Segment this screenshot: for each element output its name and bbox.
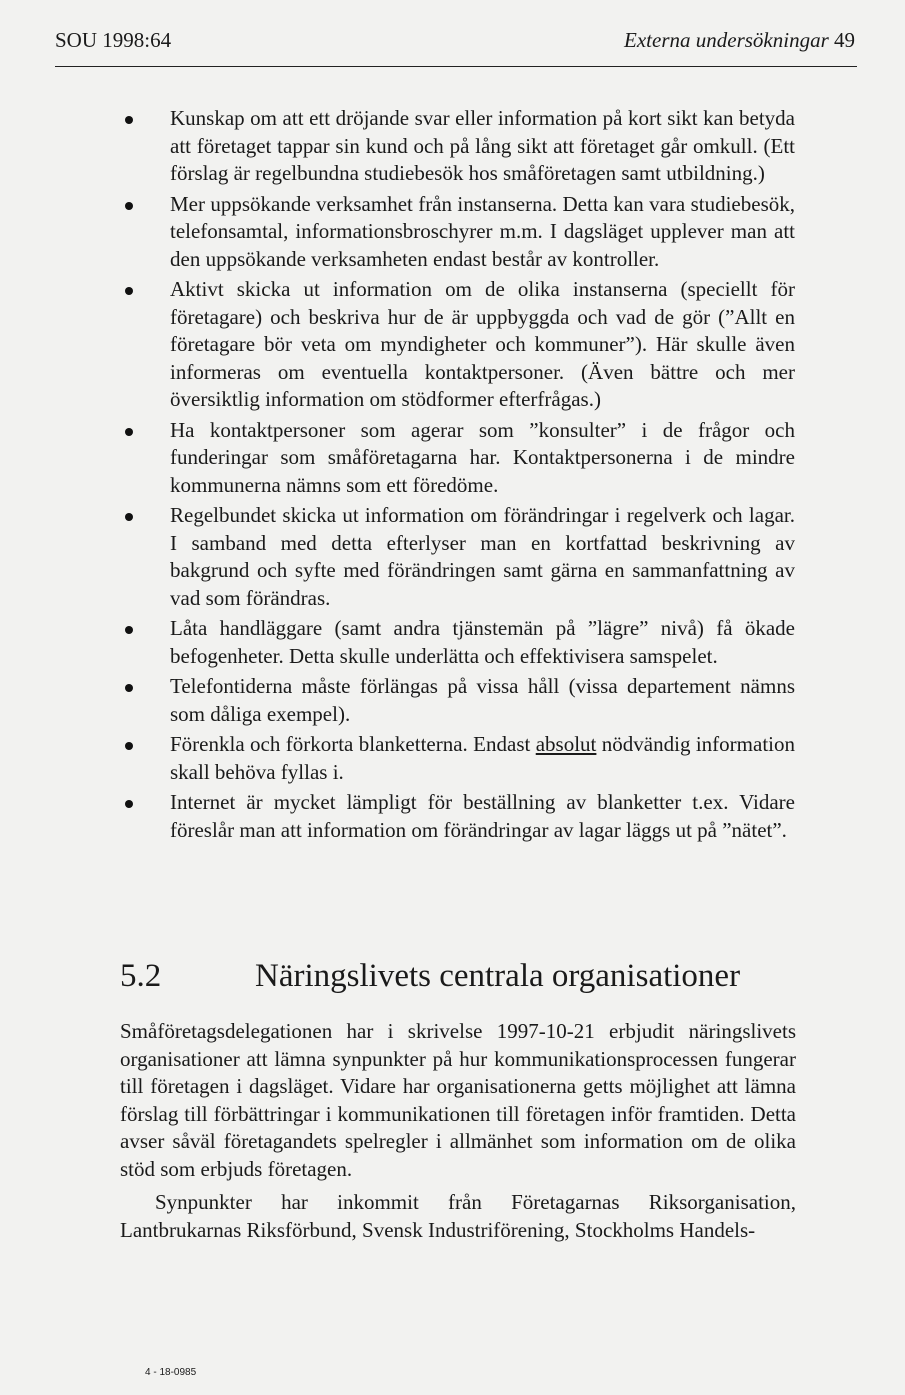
- list-item: Regelbundet skicka ut information om förändringar i regelverk och lagar. I samband med detta efterlyser man en kortfattad beskrivning av bakgrund och syfte med förändringen samt gärna en sammanfattning av vad som förändras.: [120, 502, 795, 612]
- bullet-icon: [125, 742, 133, 750]
- list-item: Ha kontaktpersoner som agerar som ”konsulter” i de frågor och funderingar som småföretagarna har. Kontaktpersonerna i de mindre kommunerna nämns som ett föredöme.: [120, 417, 795, 500]
- report-number: SOU 1998:64: [55, 28, 172, 52]
- bullet-icon: [125, 684, 133, 692]
- bullet-icon: [125, 428, 133, 436]
- section-heading: [120, 958, 840, 1008]
- section-number: 5.2: [120, 958, 162, 994]
- list-item: Förenkla och förkorta blanketterna. Endast absolut nödvändig information skall behöva fyllas i.: [120, 731, 795, 786]
- body-text: [120, 1018, 796, 1244]
- bullet-icon: [125, 202, 133, 210]
- header-rule: [55, 66, 857, 67]
- bullet-icon: [125, 626, 133, 634]
- bullet-icon: [125, 116, 133, 124]
- list-item: Internet är mycket lämpligt för beställning av blanketter t.ex. Vidare föreslår man att information om förändringar av lagar läggs ut på ”nätet”.: [120, 789, 795, 844]
- page-number: 49: [834, 28, 855, 52]
- running-title: [624, 28, 855, 53]
- list-item: Låta handläggare (samt andra tjänstemän på ”lägre” nivå) få ökade befogenheter. Detta skulle underlätta och effektivisera samspelet.: [120, 615, 795, 670]
- paragraph: Småföretagsdelegationen har i skrivelse 1997-10-21 erbjudit näringslivets organisationer att lämna synpunkter på hur kommunikationsprocessen fungerar till företagen i dagsläget. Vidare har organisationerna getts möjlighet att lämna förslag till förbättringar i kommunikationen till företagen inför framtiden. Detta avser såväl företagandets spelregler i allmänhet som information om de olika stöd som erbjuds företagen.: [120, 1019, 796, 1181]
- list-item: Telefontiderna måste förlängas på vissa håll (vissa departement nämns som dåliga exempel).: [120, 673, 795, 728]
- bullet-list-container: [120, 105, 795, 847]
- page-header: [55, 28, 855, 60]
- bullet-icon: [125, 287, 133, 295]
- bullet-list: [120, 105, 795, 844]
- print-code: 4 - 18-0985: [145, 1367, 197, 1378]
- emphasis-underline: absolut: [535, 732, 597, 756]
- bullet-icon: [125, 513, 133, 521]
- section-title: Näringslivets centrala organisationer: [255, 958, 741, 994]
- list-item: Mer uppsökande verksamhet från instanserna. Detta kan vara studiebesök, telefonsamtal, informationsbroschyrer m.m. I dagsläget upplever man att den uppsökande verksamheten endast består av kontroller.: [120, 191, 795, 274]
- bullet-icon: [125, 800, 133, 808]
- paragraph: Synpunkter har inkommit från Företagarnas Riksorganisation, Lantbrukarnas Riksförbund, Svensk Industriförening, Stockholms Handels-: [120, 1190, 796, 1242]
- chapter-title: Externa undersökningar: [624, 28, 829, 52]
- list-item: Kunskap om att ett dröjande svar eller information på kort sikt kan betyda att företaget tappar sin kund och på lång sikt att företaget går omkull. (Ett förslag är regelbundna studiebesök hos småföretagen samt utbildning.): [120, 105, 795, 188]
- list-item: Aktivt skicka ut information om de olika instanserna (speciellt för företagare) och beskriva hur de är uppbyggda och vad de gör (”Allt en företagare bör veta om myndigheter och kommuner”). Här skulle även informeras om eventuella kontaktpersoner. (Även bättre och mer översiktlig information om stödformer efterfrågas.): [120, 276, 795, 414]
